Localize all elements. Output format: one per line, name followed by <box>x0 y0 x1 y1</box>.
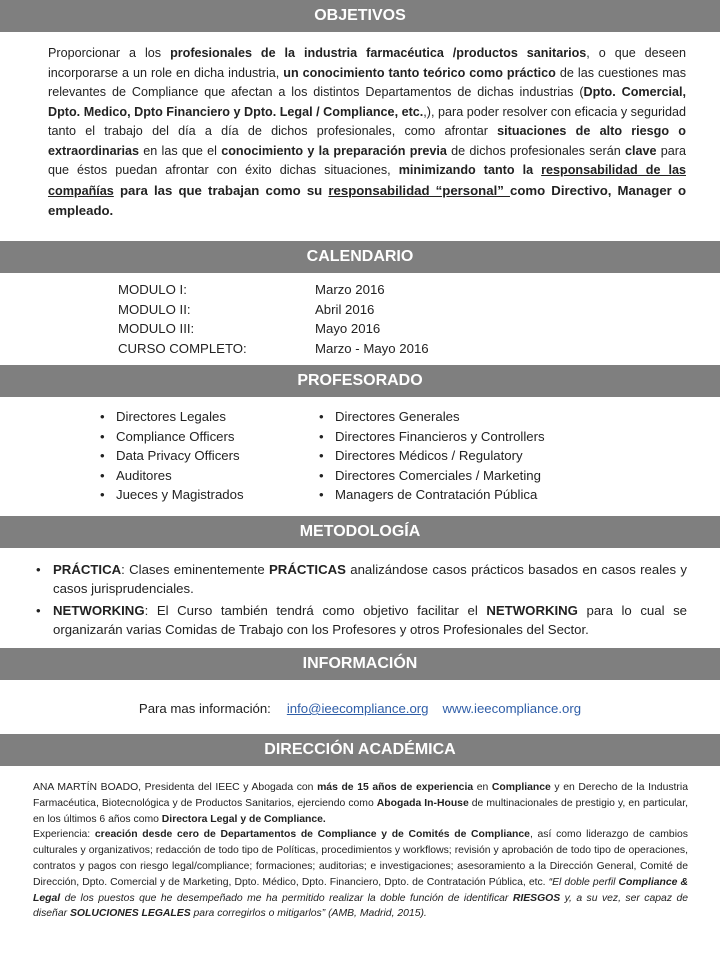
objetivos-text: ,), para poder resolver con eficacia y seguridad tanto el trabajo del día a día de dichos profesionales, como afrontar <box>48 104 686 138</box>
quote-text: de los puestos que he desempeñado me ha permitido realizar la doble función de identificar <box>60 892 513 904</box>
quote-text: y, a su vez, ser capaz de diseñar <box>33 892 689 920</box>
objetivos-bold: un conocimiento tanto teórico como práctico <box>283 65 556 80</box>
metodologia-text: para lo cual se organizarán varias Comidas de Trabajo con los Profesores y otros Profesionales del Sector. <box>53 602 688 638</box>
calendario-label: CURSO COMPLETO: <box>118 340 247 356</box>
direccion-bio <box>33 780 688 827</box>
calendario-value: Mayo 2016 <box>315 321 381 337</box>
direccion-text <box>33 780 688 922</box>
quote-bold: SOLUCIONES LEGALES <box>69 908 191 920</box>
metodologia-list <box>36 560 687 642</box>
metodologia-item-networking <box>36 601 687 640</box>
list-item: • Auditores <box>98 466 244 486</box>
calendario-row <box>118 319 429 339</box>
profesorado-list-left <box>98 407 244 505</box>
email-link[interactable]: info@ieecompliance.org <box>286 701 429 716</box>
calendario-row <box>118 339 429 359</box>
experience-text: , así como liderazgo de cambios culturales y organizativos; redacción de todo tipo de Políticas, procedimientos y workflows; revisión y aprobación de todo tipo de operaciones, contratos y pagos con riesgo legal/compliance; formaciones; auditorias; e investigaciones; asesoramiento a la Dirección General, Comité de Dirección, Dpto. Comercial y de Marketing, Dpto. Médico, Dpto. Financiero, Dpto. de Contratación Pública, etc. <box>33 829 688 888</box>
quote-text: “El doble perfil <box>548 876 619 888</box>
section-header-calendario: CALENDARIO <box>0 241 720 273</box>
bio-text: de multinacionales de prestigio y, en particular, en los últimos 6 años como <box>33 797 688 825</box>
metodologia-text: : Clases eminentemente <box>121 562 269 577</box>
list-item: • Directores Financieros y Controllers <box>317 427 545 447</box>
objetivos-bold: para las que trabajan como su <box>113 182 329 198</box>
metodologia-bold: NETWORKING <box>486 602 578 618</box>
experience-bold: creación desde cero de Departamentos de Compliance y de Comités de Compliance <box>94 829 530 841</box>
calendario-row <box>118 280 429 300</box>
list-item: • Directores Generales <box>317 407 545 427</box>
direccion-experiencia <box>33 827 688 922</box>
metodologia-bold: PRÁCTICA <box>53 562 122 577</box>
objetivos-bold: profesionales de la industria farmacéutica /productos sanitarios <box>170 46 587 60</box>
calendario-value: Abril 2016 <box>315 301 375 317</box>
objetivos-bold: minimizando tanto la <box>398 163 542 177</box>
bio-bold: Compliance <box>491 782 551 793</box>
list-item: • Compliance Officers <box>98 427 244 447</box>
section-header-objetivos: OBJETIVOS <box>0 0 720 32</box>
calendario-label: MODULO III: <box>118 321 195 337</box>
list-item: • Jueces y Magistrados <box>98 485 244 505</box>
bio-text: y en Derecho de la Industria Farmacéutica, Biotecnológica y de Productos Sanitarios, ejerciendo como <box>33 782 688 809</box>
objetivos-bold: Dpto. Comercial, Dpto. Medico, Dpto Financiero y Dpto. Legal / Compliance, etc. <box>48 85 686 119</box>
metodologia-bold: PRÁCTICAS <box>269 562 346 577</box>
quote-text: para corregirlos o mitigarlos” (AMB, Madrid, 2015). <box>190 908 427 920</box>
bio-bold: Directora Legal y de Compliance. <box>161 813 326 825</box>
list-item: • Managers de Contratación Pública <box>317 485 545 505</box>
website-link[interactable]: www.ieecompliance.org <box>442 701 582 716</box>
metodologia-text: analizándose casos prácticos basados en casos reales y casos jurisprudenciales. <box>53 562 687 597</box>
section-header-profesorado: PROFESORADO <box>0 365 720 397</box>
objetivos-bold: conocimiento y la preparación previa <box>221 143 447 158</box>
list-item: • Directores Comerciales / Marketing <box>317 466 545 486</box>
metodologia-item-practica <box>36 560 687 599</box>
metodologia-bold: NETWORKING <box>53 602 145 618</box>
calendario-value: Marzo 2016 <box>315 282 385 297</box>
section-header-informacion: INFORMACIÓN <box>0 648 720 680</box>
objetivos-underlined: responsabilidad “personal” <box>328 182 510 198</box>
objetivos-text: , o que deseen incorporarse a un role en dicha industria, <box>48 46 686 80</box>
calendario-table <box>118 280 429 358</box>
profesorado-list-right <box>317 407 545 505</box>
bio-bold: más de 15 años de experiencia <box>317 782 474 793</box>
list-item: • Directores Médicos / Regulatory <box>317 446 545 466</box>
calendario-label: MODULO I: <box>118 282 187 297</box>
objetivos-bold: como Directivo, Manager o empleado. <box>48 182 687 218</box>
calendario-row <box>118 300 429 320</box>
list-item: • Directores Legales <box>98 407 244 427</box>
section-header-direccion: DIRECCIÓN ACADÉMICA <box>0 734 720 766</box>
objetivos-bold: situaciones de alto riesgo o extraordinarias <box>48 124 686 158</box>
experience-text: Experiencia: <box>33 829 95 841</box>
quote-bold: RIESGOS <box>512 892 561 904</box>
quote-bold: Compliance & Legal <box>33 876 688 904</box>
section-header-metodologia: METODOLOGÍA <box>0 516 720 548</box>
objetivos-text: para que éstos puedan afrontar con éxito dichas situaciones, <box>48 143 686 177</box>
objetivos-paragraph <box>48 44 686 222</box>
bio-text: ANA MARTÍN BOADO, Presidenta del IEEC y Abogada con <box>33 782 318 793</box>
bio-text: en <box>473 782 492 793</box>
calendario-label: MODULO II: <box>118 301 191 317</box>
objetivos-text: en las que el <box>139 143 222 158</box>
metodologia-text: : El Curso también tendrá como objetivo facilitar el <box>144 602 487 618</box>
objetivos-text: de las cuestiones mas relevantes de Compliance que afectan a los distintos Departamentos de dichas industrias ( <box>48 65 687 99</box>
informacion-line <box>0 701 720 716</box>
informacion-label: Para mas información: <box>138 701 271 716</box>
objetivos-text: Proporcionar a los <box>48 46 171 60</box>
objetivos-bold: clave <box>625 143 657 158</box>
calendario-value: Marzo - Mayo 2016 <box>315 340 429 356</box>
list-item: • Data Privacy Officers <box>98 446 244 466</box>
objetivos-underlined: responsabilidad de las compañías <box>48 163 686 198</box>
bio-bold: Abogada In-House <box>376 797 469 809</box>
objetivos-text: de dichos profesionales serán <box>446 143 625 158</box>
